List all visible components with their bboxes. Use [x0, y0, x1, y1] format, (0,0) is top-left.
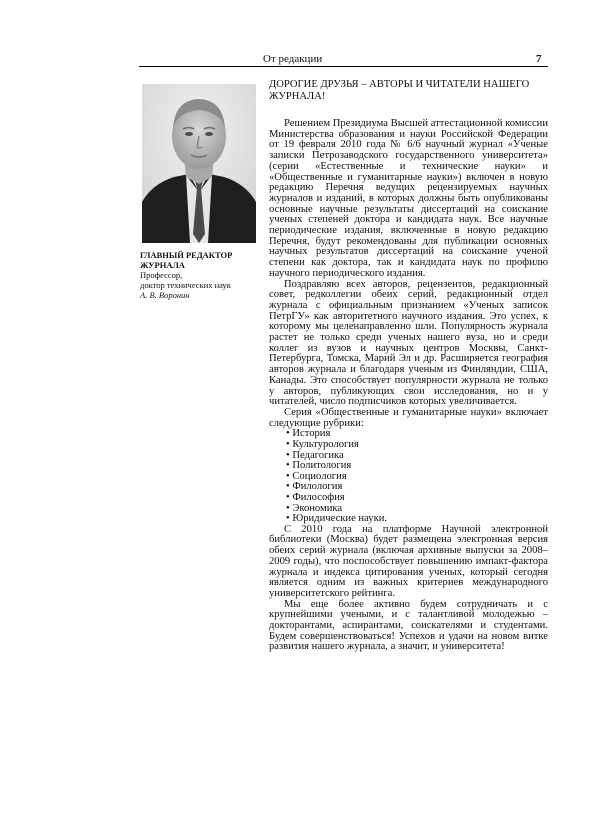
rubric-item: • Философия	[286, 493, 548, 504]
editor-portrait-photo	[142, 84, 256, 243]
rubrics-list	[269, 429, 548, 524]
rubric-item: • Экономика	[286, 504, 548, 515]
caption-position: Профессор,	[140, 270, 183, 280]
rubric-item: • Педагогика	[286, 451, 548, 462]
article-paragraph: Поздравляю всех авторов, рецензентов, редакционный совет, редколлегии обеих серий, редакционный отдел журнала с официальным признанием «Ученых записок ПетрГУ» как авторитетного научного издания. Это успех, к которому мы целенаправленно шли. Популярность журнала растет не только среди ученых нашего вуза, но и среди коллег из вузов и научных центров Москвы, Санкт-Петербурга, Томска, Марий Эл и др. Расширяется география авторов журнала и благодаря ученым из Финляндии, США, Канады. Это способствует популярности журнала не только у авторов, публикующих свои исследования, но и у читателей, число подписчиков которых увеличивается.	[269, 278, 548, 408]
caption-degree: доктор технических наук	[140, 280, 231, 290]
photo-caption	[140, 250, 265, 300]
article-paragraph: Серия «Общественные и гуманитарные науки» включает следующие рубрики:	[269, 406, 548, 429]
rubric-item: • Юридические науки.	[286, 514, 548, 525]
article-paragraph: Решением Президиума Высшей аттестационной комиссии Министерства образования и науки Российской Федерации от 19 февраля 2010 года № 6/6 научный журнал «Ученые записки Петрозаводского государственного университета» (серии «Естественные и технические науки» и «Общественные и гуманитарные науки») включен в новую редакцию Перечня ведущих рецензируемых научных журналов и изданий, в которых должны быть опубликованы основные научные результаты диссертаций на соискание ученых степеней доктора и кандидата наук. Все научные периодические издания, включенные в новую редакцию Перечня, будут рекомендованы для публикации основных научных результатов диссертаций на соискание ученой степени как доктора, так и кандидата наук по профилю научного периодического издания.	[269, 118, 548, 279]
article-paragraph: С 2010 года на платформе Научной электронной библиотеки (Москва) будет размещена электронная версия обеих серий журнала (включая архивные выпуски за 2008–2009 годы), что поспособствует повышению импакт-фактора журнала и индекса цитирования ученых, который сегодня является одним из важных критериев международного университетского рейтинга.	[269, 523, 548, 599]
editorial-article	[269, 79, 548, 653]
rubric-item: • Филология	[286, 482, 548, 493]
running-header-title: От редакции	[263, 53, 323, 65]
rubric-item: • Культурология	[286, 440, 548, 451]
article-paragraph: Мы еще более активно будем сотрудничать и с крупнейшими учеными, и с талантливой молодежью – докторантами, аспирантами, соискателями и студентами. Будем совершенствоваться! Успехов и удачи на новом витке развития нашего журнала, а значит, и университета!	[269, 598, 548, 653]
header-divider	[139, 66, 548, 67]
caption-name: А. В. Воронин	[140, 290, 190, 300]
article-title: ДОРОГИЕ ДРУЗЬЯ – АВТОРЫ И ЧИТАТЕЛИ НАШЕГО ЖУРНАЛА!	[269, 79, 530, 102]
rubric-item: • Социология	[286, 472, 548, 483]
page-number: 7	[536, 53, 542, 65]
rubric-item: • Политология	[286, 461, 548, 472]
rubric-item: • История	[286, 429, 548, 440]
caption-title: ГЛАВНЫЙ РЕДАКТОР ЖУРНАЛА	[140, 250, 233, 270]
